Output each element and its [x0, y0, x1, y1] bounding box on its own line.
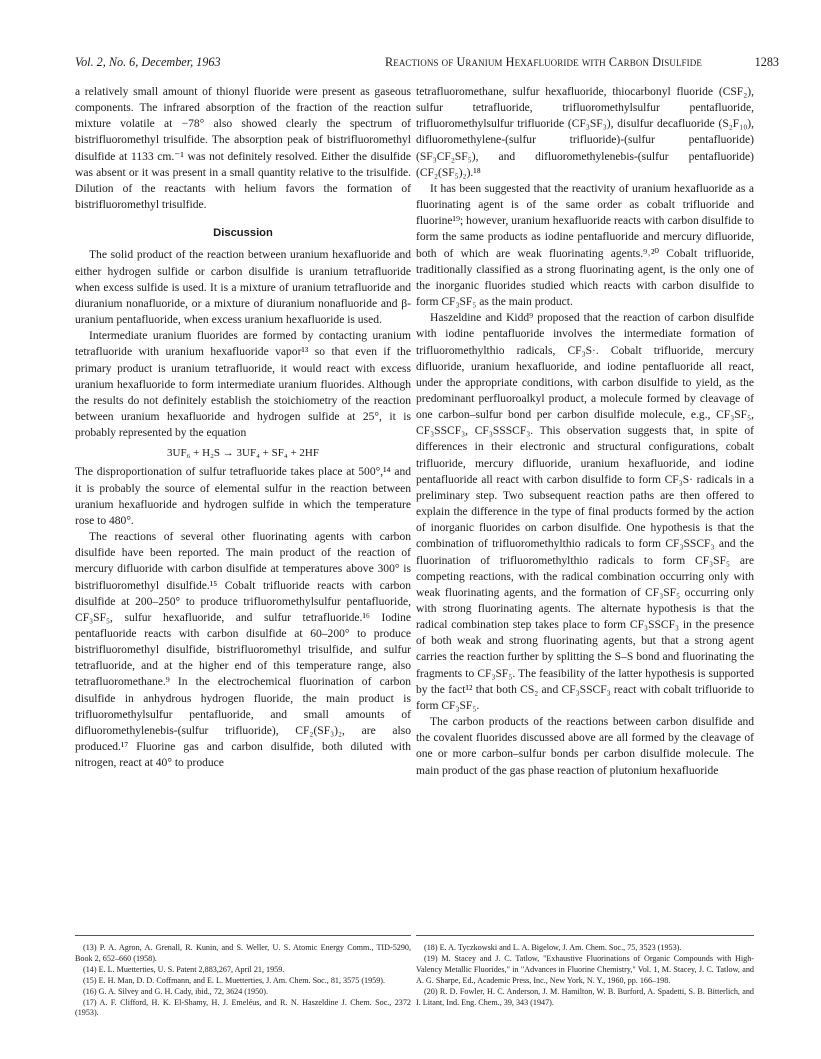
paragraph: tetrafluoromethane, sulfur hexafluoride, thiocarbonyl fluoride (CSF₂), sulfur tetrafluoride, trifluoromethylsulfur pentafluoride, trifluoromethylsulfur trifluoride (CF₃SF₃), disulfur decafluoride (S₂F₁₀), difluoromethylene-(sulfur trifluoride)-(sulfur pentafluoride) (SF₃CF₂SF₅), and difluoromethylenebis-(sulfur pentafluoride) (CF₂(SF₅)₂).¹⁸ [416, 86, 754, 179]
footnote: (18) E. A. Tyczkowski and L. A. Bigelow, J. Am. Chem. Soc., 75, 3523 (1953). [424, 943, 682, 952]
footnote: (19) M. Stacey and J. C. Tatlow, "Exhaustive Fluorinations of Organic Compounds with High-Valency Metallic Fluorides," in "Advances in Fluorine Chemistry," Vol. 1, M. Stacey, J. C. Tatlow, and A. G. Sharpe, Ed., Academic Press, Inc., New York, N. Y., 1960, pp. 166–198. [416, 953, 754, 985]
equation: 3UF₆ + H₂S → 3UF₄ + SF₄ + 2HF [167, 447, 319, 460]
section-heading: Discussion [213, 227, 273, 240]
paragraph: The carbon products of the reactions between carbon disulfide and the covalent fluorides discussed above are all formed by the cleavage of one or more carbon–sulfur bonds per carbon disulfide molecule. The main product of the gas phase reaction of plutonium hexafluoride [416, 716, 754, 777]
footnote: (16) G. A. Silvey and G. H. Cady, ibid., 72, 3624 (1950). [83, 986, 268, 996]
paragraph: Haszeldine and Kidd⁹ proposed that the reaction of carbon disulfide with iodine pentafluoride involves the intermediate formation of trifluoromethylthio radicals, CF₃S·. Cobalt trifluoride, mercury difluoride, uranium hexafluoride, and iodine pentafluoride all react, under the appropriate conditions, with carbon disulfide to yield, as the predominant perfluoroalkyl product, a molecule formed by cleavage of one carbon–sulfur bond per carbon disulfide molecule, e.g., CF₃SF₅, CF₃SSCF₃, CF₃SSSCF₃. This observation suggests that, in spite of differences in their electronic and structural configurations, cobalt trifluoride, mercury difluoride, uranium hexafluoride, and iodine pentafluoride all react with carbon disulfide to form CF₃S· radicals in a preliminary step. Two subsequent reaction paths are then offered to explain the difference in the type of final products formed by the action of inorganic fluorides on carbon disulfide. One hypothesis is that the combination of trifluoromethylthio radicals to form CF₃SSCF₃ and the fluorination of trifluoromethylthio radicals to form CF₃SF₅ are competing reactions, with the radical combination occurring only with weak fluorinating agents, and the formation of CF₃SF₅ occurring only with strong fluorinating agents. The alternate hypothesis is that the radical combination step takes place to form CF₃SSCF₃ in the presence of both weak and strong fluorinating agents, but that a strong agent carries the reaction further by splitting the S–S bond and fluorinating the fragments to CF₃SF₅. The feasibility of the latter hypothesis is supported by the fact¹² that both CS₂ and CF₃SSCF₃ react with cobalt trifluoride to form CF₃SF₅. [416, 312, 754, 712]
footnotes-right [416, 943, 754, 1008]
footnote-rule-left [75, 935, 411, 936]
paragraph: The solid product of the reaction between uranium hexafluoride and either hydrogen sulfide or carbon disulfide is uranium tetrafluoride when excess sulfide is used. It is a mixture of uranium tetrafluoride and diuranium nonafluoride, or a mixture of diuranium nonafluoride and β-uranium pentafluoride, when excess uranium hexafluoride is used. [75, 249, 411, 327]
journal-volume-info: Vol. 2, No. 6, December, 1963 [75, 55, 221, 69]
running-header [75, 52, 781, 72]
left-column [75, 84, 411, 771]
page-number: 1283 [754, 55, 779, 69]
right-column [416, 84, 754, 779]
footnote: (14) E. L. Muetterties, U. S. Patent 2,883,267, April 21, 1959. [83, 964, 285, 974]
paragraph: a relatively small amount of thionyl fluoride were present as gaseous components. The infrared absorption of the fraction of the reaction mixture volatile at −78° also showed clearly the spectrum of bistrifluoromethyl trisulfide. The absorption peak of bistrifluoromethyl disulfide at 1133 cm.⁻¹ was not definitely resolved. Either the disulfide was absent or it was present in a small quantity relative to the trisulfide. Dilution of the reactants with helium favors the formation of bistrifluoromethyl trisulfide. [75, 86, 411, 212]
footnotes-left [75, 943, 411, 1019]
footnote: (13) P. A. Agron, A. Grenall, R. Kunin, and S. Weller, U. S. Atomic Energy Comm., TID-5290, Book 2, 652–660 (1958). [75, 943, 411, 963]
paragraph: The disproportionation of sulfur tetrafluoride takes place at 500°,¹⁴ and it is probably the source of elemental sulfur in the reaction between uranium hexafluoride and hydrogen sulfide in which the temperature rose to 480°. [75, 466, 411, 527]
paragraph: It has been suggested that the reactivity of uranium hexafluoride as a fluorinating agent is of the same order as cobalt trifluoride and fluorine¹⁹; however, uranium hexafluoride reacts with carbon disulfide to form the same products as iodine pentafluoride and mercury difluoride, both of which are weak fluorinating agents.⁹˒²⁰ Cobalt trifluoride, traditionally classified as a strong fluorinating agent, is the only one of the inorganic fluorides studied which reacts with carbon disulfide to form CF₃SF₅ as the main product. [416, 182, 754, 309]
paragraph: The reactions of several other fluorinating agents with carbon disulfide have been reported. The main product of the reaction of mercury difluoride with carbon disulfide at temperatures above 300° is bistrifluoromethyl disulfide.¹⁵ Cobalt trifluoride reacts with carbon disulfide at 200–250° to produce trifluoromethylsulfur pentafluoride, CF₃SF₅, sulfur hexafluoride, and sulfur tetrafluoride.¹⁶ Iodine pentafluoride reacts with carbon disulfide at 60–200° to produce bistrifluoromethyl disulfide, bistrifluoromethyl trisulfide, and sulfur tetrafluoride, and at the higher end of this temperature range, also tetrafluoromethane.⁹ In the electrochemical fluorination of carbon disulfide in anhydrous hydrogen fluoride, the main product is trifluoromethylsulfur pentafluoride, and small amounts of difluoromethylenebis-(sulfur trifluoride), CF₂(SF₃)₂, are also produced.¹⁷ Fluorine gas and carbon disulfide, both diluted with nitrogen, react at 40° to produce [75, 531, 411, 770]
footnote: (15) E. H. Man, D. D. Coffmann, and E. L. Muetterties, J. Am. Chem. Soc., 81, 3575 (1959). [83, 975, 386, 985]
footnote: (17) A. F. Clifford, H. K. El-Shamy, H. J. Emeléus, and R. N. Haszeldine J. Chem. Soc., 2372 (1953). [75, 997, 411, 1018]
running-title: Reactions of Uranium Hexafluoride with Carbon Disulfide [385, 55, 702, 69]
paragraph: Intermediate uranium fluorides are formed by contacting uranium tetrafluoride with uranium hexafluoride vapor¹³ so that even if the primary product is uranium tetrafluoride, it would react with excess uranium hexafluoride to form intermediate uranium fluorides. Although the results do not definitely establish the stoichiometry of the reaction between uranium hexafluoride and hydrogen sulfide at 25°, it is probably represented by the equation [75, 330, 411, 440]
footnote-rule-right [416, 935, 754, 936]
footnote: (20) R. D. Fowler, H. C. Anderson, J. M. Hamilton, W. B. Burford, A. Spadetti, S. B. Bitterlich, and I. Litant, Ind. Eng. Chem., 39, 343 (1947). [416, 986, 754, 1007]
